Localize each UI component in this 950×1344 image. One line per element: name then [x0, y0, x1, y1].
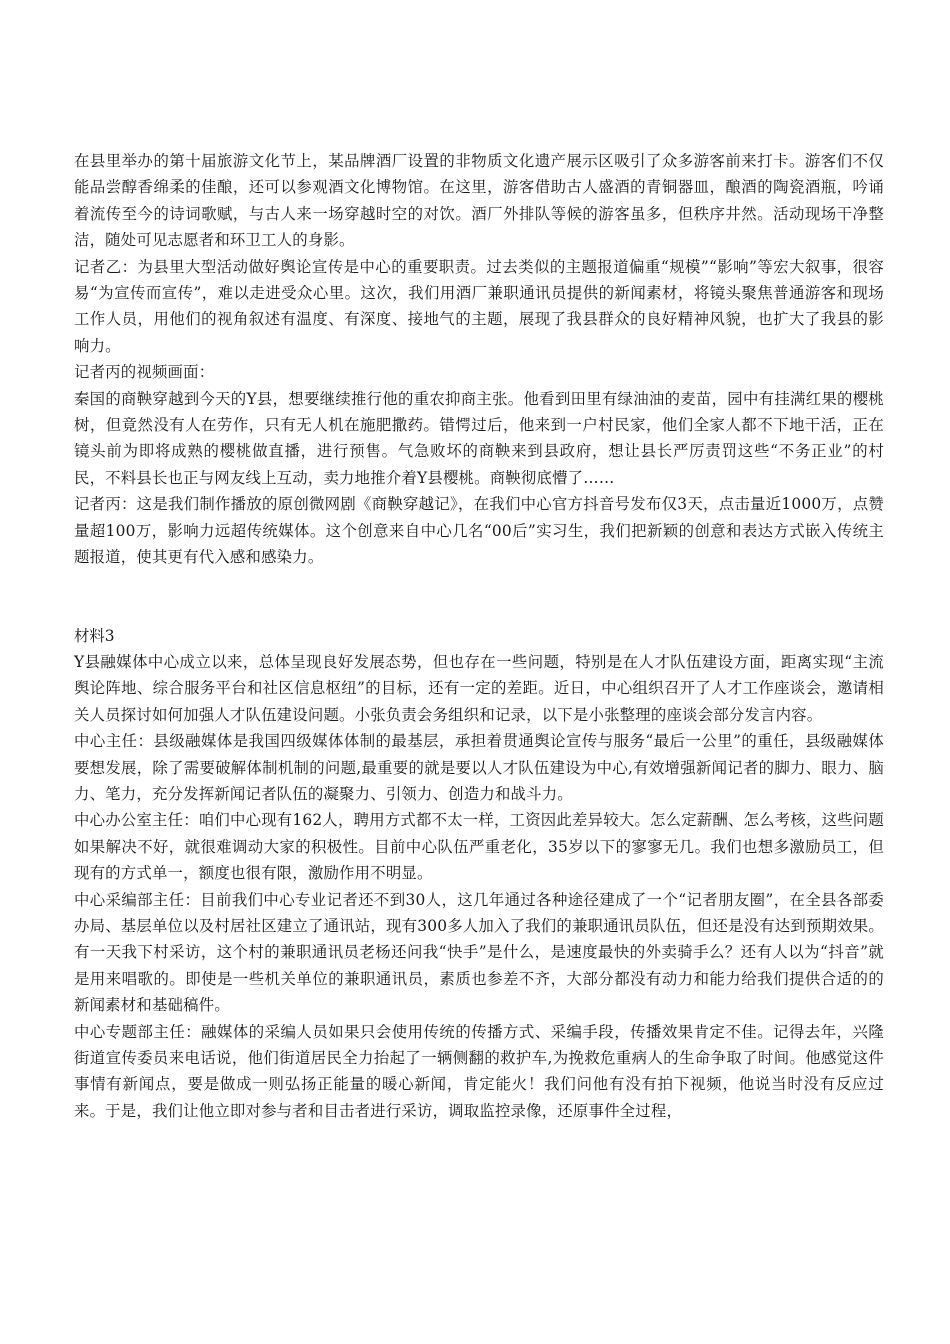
- section-title: 材料3: [74, 626, 115, 645]
- paragraph-center-director: 中心主任：县级融媒体是我国四级媒体体制的最基层，承担着贯通舆论宣传与服务“最后一公里”的重任，县级融媒体要想发展，除了需要破解体制机制的问题,最重要的就是要以人才队伍建设为中心,有效增强新闻记者的脚力、眼力、脑力、笔力，充分发挥新闻记者队伍的凝聚力、引领力、创造力和战斗力。: [74, 732, 884, 803]
- document-page: [74, 148, 884, 1124]
- paragraph-video-content: 秦国的商鞅穿越到今天的Y县，想要继续推行他的重农抑商主张。他看到田里有绿油油的麦苗，园中有挂满红果的樱桃树，但竟然没有人在劳作，只有无人机在施肥撒药。错愕过后，他来到一户村民家，他们全家人都不下地干活，正在镜头前为即将成熟的樱桃做直播，进行预售。气急败坏的商鞅来到县政府，想让县长严厉责罚这些“不务正业”的村民，不料县长也正与网友线上互动，卖力地推介着Y县樱桃。商鞅彻底懵了……: [74, 389, 884, 487]
- paragraph-video-heading: 记者丙的视频画面：: [74, 363, 215, 382]
- paragraph-reporter-c: 记者丙：这是我们制作播放的原创微网剧《商鞅穿越记》，在我们中心官方抖音号发布仅3天，点击量近1000万，点赞量超100万，影响力远超传统媒体。这个创意来自中心几名“00后”实习生，我们把新颖的创意和表达方式嵌入传统主题报道，使其更有代入感和感染力。: [74, 495, 884, 567]
- paragraph-intro: Y县融媒体中心成立以来，总体呈现良好发展态势，但也存在一些问题，特别是在人才队伍建设方面，距离实现“主流舆论阵地、综合服务平台和社区信息枢纽”的目标，还有一定的差距。近日，中心组织召开了人才工作座谈会，邀请相关人员探讨如何加强人才队伍建设问题。小张负责会务组织和记录，以下是小张整理的座谈会部分发言内容。: [74, 652, 884, 724]
- paragraph-festival: 在县里举办的第十届旅游文化节上，某品牌酒厂设置的非物质文化遗产展示区吸引了众多游客前来打卡。游客们不仅能品尝醇香绵柔的佳酿，还可以参观酒文化博物馆。在这里，游客借助古人盛酒的青铜器皿，酿酒的陶瓷酒瓶，吟诵着流传至今的诗词歌赋，与古人来一场穿越时空的对饮。酒厂外排队等候的游客虽多，但秩序井然。活动现场干净整洁，随处可见志愿者和环卫工人的身影。: [74, 152, 884, 250]
- paragraph-editorial-director: 中心采编部主任：目前我们中心专业记者还不到30人，这几年通过各种途径建成了一个“记者朋友圈”，在全县各部委办局、基层单位以及村居社区建立了通讯站，现有300多人加入了我们的兼职通讯员队伍，但还是没有达到预期效果。有一天我下村采访，这个村的兼职通讯员老杨还问我“快手”是什么，是速度最快的外卖骑手么？还有人以为“抖音”就是用来唱歌的。即使是一些机关单位的兼职通讯员，素质也参差不齐，大部分都没有动力和能力给我们提供合适的的新闻素材和基础稿件。: [74, 890, 884, 1015]
- paragraph-feature-director: 中心专题部主任：融媒体的采编人员如果只会使用传统的传播方式、采编手段，传播效果肯定不佳。记得去年，兴隆街道宣传委员来电话说，他们街道居民全力抬起了一辆侧翻的救护车,为挽救危重病人的生命争取了时间。他感觉这件事情有新闻点，要是做成一则弘扬正能量的暖心新闻，肯定能火！我们问他有没有拍下视频，他说当时没有反应过来。于是，我们让他立即对参与者和目击者进行采访，调取监控录像，还原事件全过程，: [74, 1022, 884, 1120]
- section-gap: [74, 571, 884, 623]
- paragraph-office-director: 中心办公室主任：咱们中心现有162人，聘用方式都不太一样，工资因此差异较大。怎么定薪酬、怎么考核，这些问题如果解决不好，就很难调动大家的积极性。目前中心队伍严重老化，35岁以下的寥寥无几。我们也想多激励员工，但现有的方式单一，额度也很有限，激励作用不明显。: [74, 811, 884, 883]
- paragraph-reporter-b: 记者乙：为县里大型活动做好舆论宣传是中心的重要职责。过去类似的主题报道偏重“规模”“影响”等宏大叙事，很容易“为宣传而宣传”，难以走进受众心里。这次，我们用酒厂兼职通讯员提供的新闻素材，将镜头聚焦普通游客和现场工作人员，用他们的视角叙述有温度、有深度、接地气的主题，展现了我县群众的良好精神风貌，也扩大了我县的影响力。: [74, 257, 884, 355]
